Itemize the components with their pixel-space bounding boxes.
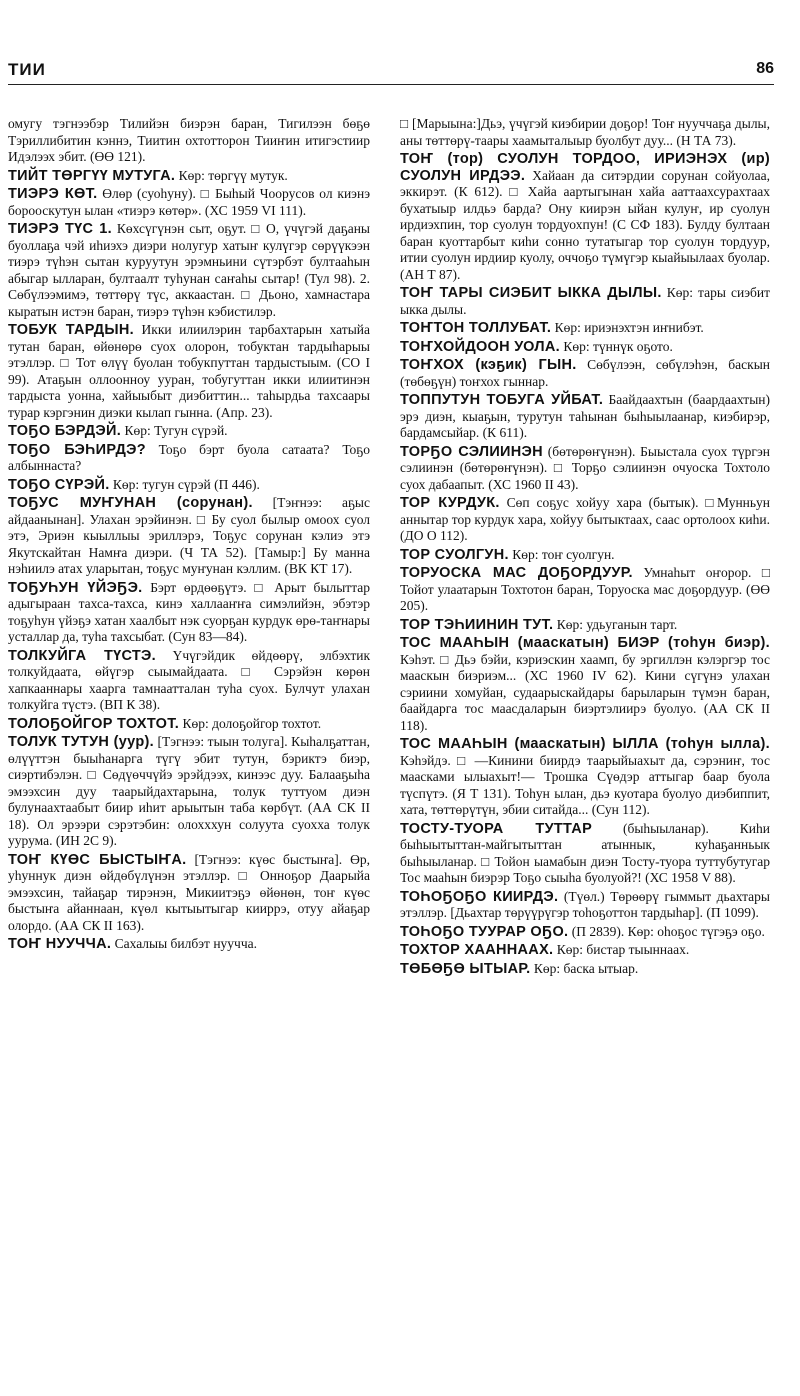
entry-text: Тоҕо бэрт буола сатаата? Тоҕо албыннаста? xyxy=(8,441,371,473)
dictionary-entry xyxy=(400,924,770,941)
entry-headword: ТОҤХОХ (кэҕик) ГЫН. xyxy=(400,357,577,373)
dictionary-entry xyxy=(400,565,770,615)
left-column xyxy=(8,116,370,955)
entry-text: Көр: удьуганын тарт. xyxy=(556,616,678,632)
entry-headword: ТОЛКУЙГА ТҮСТЭ. xyxy=(8,647,156,664)
dictionary-entry xyxy=(8,495,370,578)
dictionary-entry xyxy=(8,423,370,440)
entry-text: Көр: төргүү мутук. xyxy=(178,167,288,183)
entry-text: Өлөр (суоһуну). □ Быһый Чоорусов ол киэнэ борооскутун ылан «тиэрэ көтөр». (ХС 1959 VI 111). xyxy=(8,186,370,218)
entry-text: Көр: тоҥ суолгун. xyxy=(512,546,615,562)
dictionary-entry xyxy=(400,495,770,545)
entry-headword: ТОБУК ТАРДЫН. xyxy=(8,322,134,338)
entry-headword: ТОР КУРДУК. xyxy=(400,495,500,511)
dictionary-entry xyxy=(8,477,370,494)
dictionary-entry xyxy=(400,444,770,494)
entry-headword: ТОҔУС МУҤУНАН (сорунан). xyxy=(8,495,253,511)
entry-headword: ТОҔУҺУН ҮЙЭҔЭ. xyxy=(8,579,143,596)
running-head-word: ТИИ xyxy=(8,60,46,79)
running-head xyxy=(8,58,774,85)
entry-headword: ТӨБӨҔӨ ЫТЫАР. xyxy=(400,960,531,977)
entry-headword: ТОХТОР ХААННААХ. xyxy=(400,942,554,958)
entry-headword: ТОР СУОЛГУН. xyxy=(400,546,509,563)
dictionary-entry xyxy=(8,580,370,646)
dictionary-entry xyxy=(8,322,370,421)
entry-headword: ТОППУТУН ТОБУГА УЙБАТ. xyxy=(400,392,604,408)
entry-text: (бөтөрөҥүнэн). Быыстала суох түргэн сэлиинэн (бөтөрөҥүнэн). □ Торҕо сэлиинэн очуоска Тохтоло суох дабаапыт. (ХС 1960 II 43). xyxy=(400,443,770,492)
entry-headword: ТОҤХОЙДООН УОЛА. xyxy=(400,338,560,355)
dictionary-entry xyxy=(400,339,770,356)
entry-headword: ТОҔО СҮРЭЙ. xyxy=(8,476,110,493)
dictionary-entry xyxy=(8,442,370,475)
entry-headword: ТОҤ (тор) СУОЛУН ТОРДОО, ИРИЭНЭХ (ир) СУОЛУН ИРДЭЭ. xyxy=(400,151,770,184)
entry-headword: ТОҺОҔО ТУУРАР ОҔО. xyxy=(400,923,569,940)
entry-headword: ТОҺОҔОҔО КИИРДЭ. xyxy=(400,888,559,905)
entry-text: □ [Марыына:]Дьэ, үчүгэй киэбирии доҕор! Тоҥ нууччаҕа дылы, аны төттөрү-таары хаамыталыыр буолбут дуу... (Н ТА 73). xyxy=(400,116,770,148)
dictionary-entry xyxy=(8,936,370,953)
dictionary-entry xyxy=(400,889,770,922)
dictionary-entry xyxy=(400,635,770,734)
dictionary-entry xyxy=(400,357,770,390)
entry-headword: ТИЙТ ТӨРГҮҮ МУТУГА. xyxy=(8,167,176,184)
entry-text: [Тэгнээ: тыын толуга]. Кыһалҕаттан, өлүүттэн быыһанарга түгү эбит тутун, бэриктэ биэр, сиэртибэлэн. □ Сөдүөччүйэ эрэйдээх, кинээс дуу. Балааҕыһа эмээхсин дуу таарыйдахтарына, толук туттуом диэн булунаахтаабыт биир иһит арыытын таба көрбүт. (АА СК II 18). Ол эрээри сэрэтэбин: олохххун солуута суохха толук уурума. (ИН 2С 9). xyxy=(8,734,371,848)
entry-headword: ТОС МААҺЫН (мааскатын) БИЭР (тоһун биэр). xyxy=(400,635,770,651)
dictionary-entry xyxy=(400,942,770,959)
dictionary-entry xyxy=(8,186,370,219)
entry-text: (П 2839). Көр: оһоҕос түгэҕэ оҕо. xyxy=(571,923,765,939)
entry-text: Сөбүлээн, сөбүлэһэн, баскын (төбөҕүн) тоҥхох гыннар. xyxy=(400,357,771,389)
entry-text: Хайаан да ситэрдии сорунан сойуолаа, эккирэт. (К 612). □ Хайа аартыгынан хайа ааттаахсурахтаах бухатыыр илдьэ барда? Ону киирэн ыйан кулуҥ, ир суолун ирдиэхпин, тор суолун тордуохпун! (С СФ 183). Булду бултаан баран куоттарбыт киһи сонно тутатыгар тор суолун тордуур, итии суолун ирдиир куолу, оччоҕо түмүгэр кыайыылаах буолар. (АН Т 87). xyxy=(400,167,771,282)
entry-headword: ТОҔО БЭРДЭЙ. xyxy=(8,423,122,439)
entry-headword: ТИЭРЭ КӨТ. xyxy=(8,186,98,202)
entry-headword: ТОР ТЭҺИИНИН ТУТ. xyxy=(400,616,554,633)
dictionary-entry xyxy=(400,320,770,337)
entry-headword: ТОЛОҔОЙГОР ТОХТОТ. xyxy=(8,715,180,732)
dictionary-entry xyxy=(400,285,770,318)
dictionary-entry xyxy=(400,151,770,283)
entry-text: Умнаһыт оҥорор. □ Тойот улаатарын Тохтотон баран, Торуоска мас доҕордуур. (ӨӨ 205). xyxy=(400,565,771,613)
entry-text: Икки илиилэрин тарбахтарын хатыйа тутан баран, өйөнөрө суох олорон, тобуктан тардыһарыы этэллэр. □ Тот өлүү буолан тобукпуттан тардыстыым. (СО I 99). Атаҕын оллоонноу ууран, тобугуттан икки илиитинэн тардыста уонна, хайыыбыт диэбиттин... таһырдьа тахсаары турар кэргэнин диэки кылап гынна. (Апр. 23). xyxy=(8,322,370,420)
entry-text: Көр: тугун сүрэй (П 446). xyxy=(112,476,260,492)
dictionary-entry xyxy=(400,392,770,442)
entry-headword: ТОҤ КҮӨС БЫСТЫҤА. xyxy=(8,851,187,868)
dictionary-entry xyxy=(8,734,370,850)
entry-text: (быһыыланар). Киһи быһыытыттан-майгытыттан атыннык, куһаҕанньык быһыыланар. □ Тойон ыамабын диэн Тосту-туора туттубутугар Тос мааһын биэрэр Тоҕо сыыһа буолуой?! (ХС 1958 V 88). xyxy=(400,820,770,885)
entry-text: Көр: түннүк оҕото. xyxy=(563,338,673,354)
dictionary-entry xyxy=(8,168,370,185)
entry-text: Көхсүгүнэн сыт, оҕут. □ О, үчүгэй даҕаны буоллаҕа чэй иһиэхэ диэри нолугур хатыҥ кулүгэр сөрүүкээн тиэрэ түһэн сытан куруутун эрэмньини сүтэрбэт бултааһын абыгар ылларан, бултаалт туһунан саҥаһы сытар! (Тул 98). 2. Сөбүлээмимэ, төттөрү түс, аккаастан. □ Дьоно, хамнастара кыратын истэн баран, тиэрэ түһэн кэбистилэр. xyxy=(8,221,370,319)
entry-headword: ТОҤ ТАРЫ СИЭБИТ ЫККА ДЫЛЫ. xyxy=(400,285,662,301)
dictionary-entry xyxy=(400,617,770,634)
dictionary-entry xyxy=(8,852,370,935)
entry-headword: ТОРУОСКА МАС ДОҔОРДУУР. xyxy=(400,565,633,581)
dictionary-entry xyxy=(400,116,770,149)
entry-headword: ТОҔО БЭҺИРДЭ? xyxy=(8,441,146,458)
dictionary-entry xyxy=(400,961,770,978)
entry-text: [Тэгнээ: күөс быстыҥа]. Өр, уһуннук диэн өйдөбүлүнэн этэллэр. □ Онноҕор Даарыйа эмээхсин, тайаҕар тирэнэн, Микиитэҕэ өйөнөн, тоҥ күөс быстыҥа айаннаан, күөл кытыытыгар кииррэ, отуу айаҕар олордо. (АА СК II 163). xyxy=(8,851,370,933)
dictionary-entry xyxy=(8,648,370,714)
entry-text: Кэһэйдэ. □ —Кинини биирдэ таарыйыахыт да, сэрэниҥ, тос маасками ылыахыт!— Трошка Сүөдэр аттыгар баар буола түспүтэ. (Я Т 131). Тоһун ылан, дьэ куотара буолуо диэбиппит, хата, төттөрүтүн, эбии ситайда... (Сун 112). xyxy=(400,752,770,817)
entry-text: Баайдаахтын (баардаахтын) эрэ диэн, кыаҕын, турутун таһынан быһыылаанар, киэбирэр, бардамсыйар. (К 611). xyxy=(400,392,770,440)
dictionary-entry xyxy=(400,547,770,564)
entry-text: Көр: Тугун сүрэй. xyxy=(124,423,228,438)
dictionary-entry xyxy=(8,221,370,320)
entry-headword: ТОҤ НУУЧЧА. xyxy=(8,936,112,952)
entry-headword: ТОСТУ-ТУОРА ТУТТАР xyxy=(400,820,593,837)
entry-text: Көр: баска ытыар. xyxy=(533,960,639,976)
page-number: 86 xyxy=(756,60,774,77)
entry-text: Сахалыы билбэт нууччa. xyxy=(114,936,257,951)
entry-text: Көр: ириэнэхтэн иҥнибэт. xyxy=(554,320,704,335)
entry-text: (Түөл.) Төрөөрү гыммыт дьахтары этэллэр. [Дьахтар төрүүрүгэр тоһоҕоттон тардыһар]. (П 1099). xyxy=(400,888,770,920)
entry-headword: ТОҤТОН ТОЛЛУБАТ. xyxy=(400,320,552,336)
dictionary-entry xyxy=(8,716,370,733)
entry-text: омугу тэгнээбэр Тилийэн биэрэн баран, Тигилээн бөҕө Тэриллибитин кэннэ, Тиитин охтотторон Тииҥин итигэстиир Идэлээх эбит. (ӨӨ 121). xyxy=(8,116,370,164)
entry-text: Бэрт өрдөөҕүтэ. □ Арыт былыттар адыгыраан тахса-тахса, кинэ халлааҥҥа симэлийэн, эбэтэр тоҕуһун үйэҕэ хатан хаалбыт нэк суорҕан курдук өрө-таҥнары усталлар да, туһа тахсыбат. (Сун 83—84). xyxy=(8,579,370,644)
entry-text: [Тэҥнээ: аҕыс айдаанынан]. Улахан эрэйинэн. □ Бу суол былыр омоох суол этэ, Эриэн кыыллыы эриллэрэ, Тоҕус сорунан кэлиэ этэ Якутскайтан Намҥа диэри. (Ч ТА 52). [Тамыр:] Бу манна нэһиилэ атах уларытан, тоҕус муҥунан кэллим. (ВК КТ 17). xyxy=(8,495,370,576)
entry-text: Көр: долоҕойгор тохтот. xyxy=(182,715,322,731)
entry-text: Көр: бистар тыыннаах. xyxy=(556,942,690,957)
entry-headword: ТИЭРЭ ТҮС 1. xyxy=(8,221,112,237)
dictionary-entry xyxy=(400,736,770,819)
right-column xyxy=(400,116,770,979)
entry-text: Көр: тары сиэбит ыкка дылы. xyxy=(400,285,770,317)
entry-headword: ТОРҔО СЭЛИИНЭН xyxy=(400,443,543,460)
entry-headword: ТОЛУК ТУТУН (уур). xyxy=(8,734,154,750)
dictionary-entry xyxy=(8,116,370,166)
entry-text: Кэһэт. □ Дьэ бэйи, кэриэскин хаамп, бу эргиллэн кэлэргэр тос мааскын биэриэм... (ХС 1960 IV 62). Кини сүгүнэ улахан сэриини хомуйан, судаарыскайдары барыларын түмэн баран, баайдарга тос маасдаларын биэртэлиирэ буолуо. (АА СК II 118). xyxy=(400,651,770,733)
dictionary-entry xyxy=(400,821,770,887)
entry-headword: ТОС МААҺЫН (мааскатын) ЫЛЛА (тоһун ылла). xyxy=(400,736,770,752)
entry-text: Сөп соҕус хойуу хара (бытык). □Мунньун аннытар тор курдук хара, хойуу бытыктаах, саас ортолоох киһи. (ДО О 112). xyxy=(400,495,771,543)
entry-text: Үчүгэйдик өйдөөрү, элбэхтик толкуйдаата, өйүгэр сыымайдаата. □ Сэрэйэн көрөн хапкааннары хаарга тамнаатталан туһа суох. Булчут улахан толкуйга түстэ. (ВП К 38). xyxy=(8,647,371,712)
